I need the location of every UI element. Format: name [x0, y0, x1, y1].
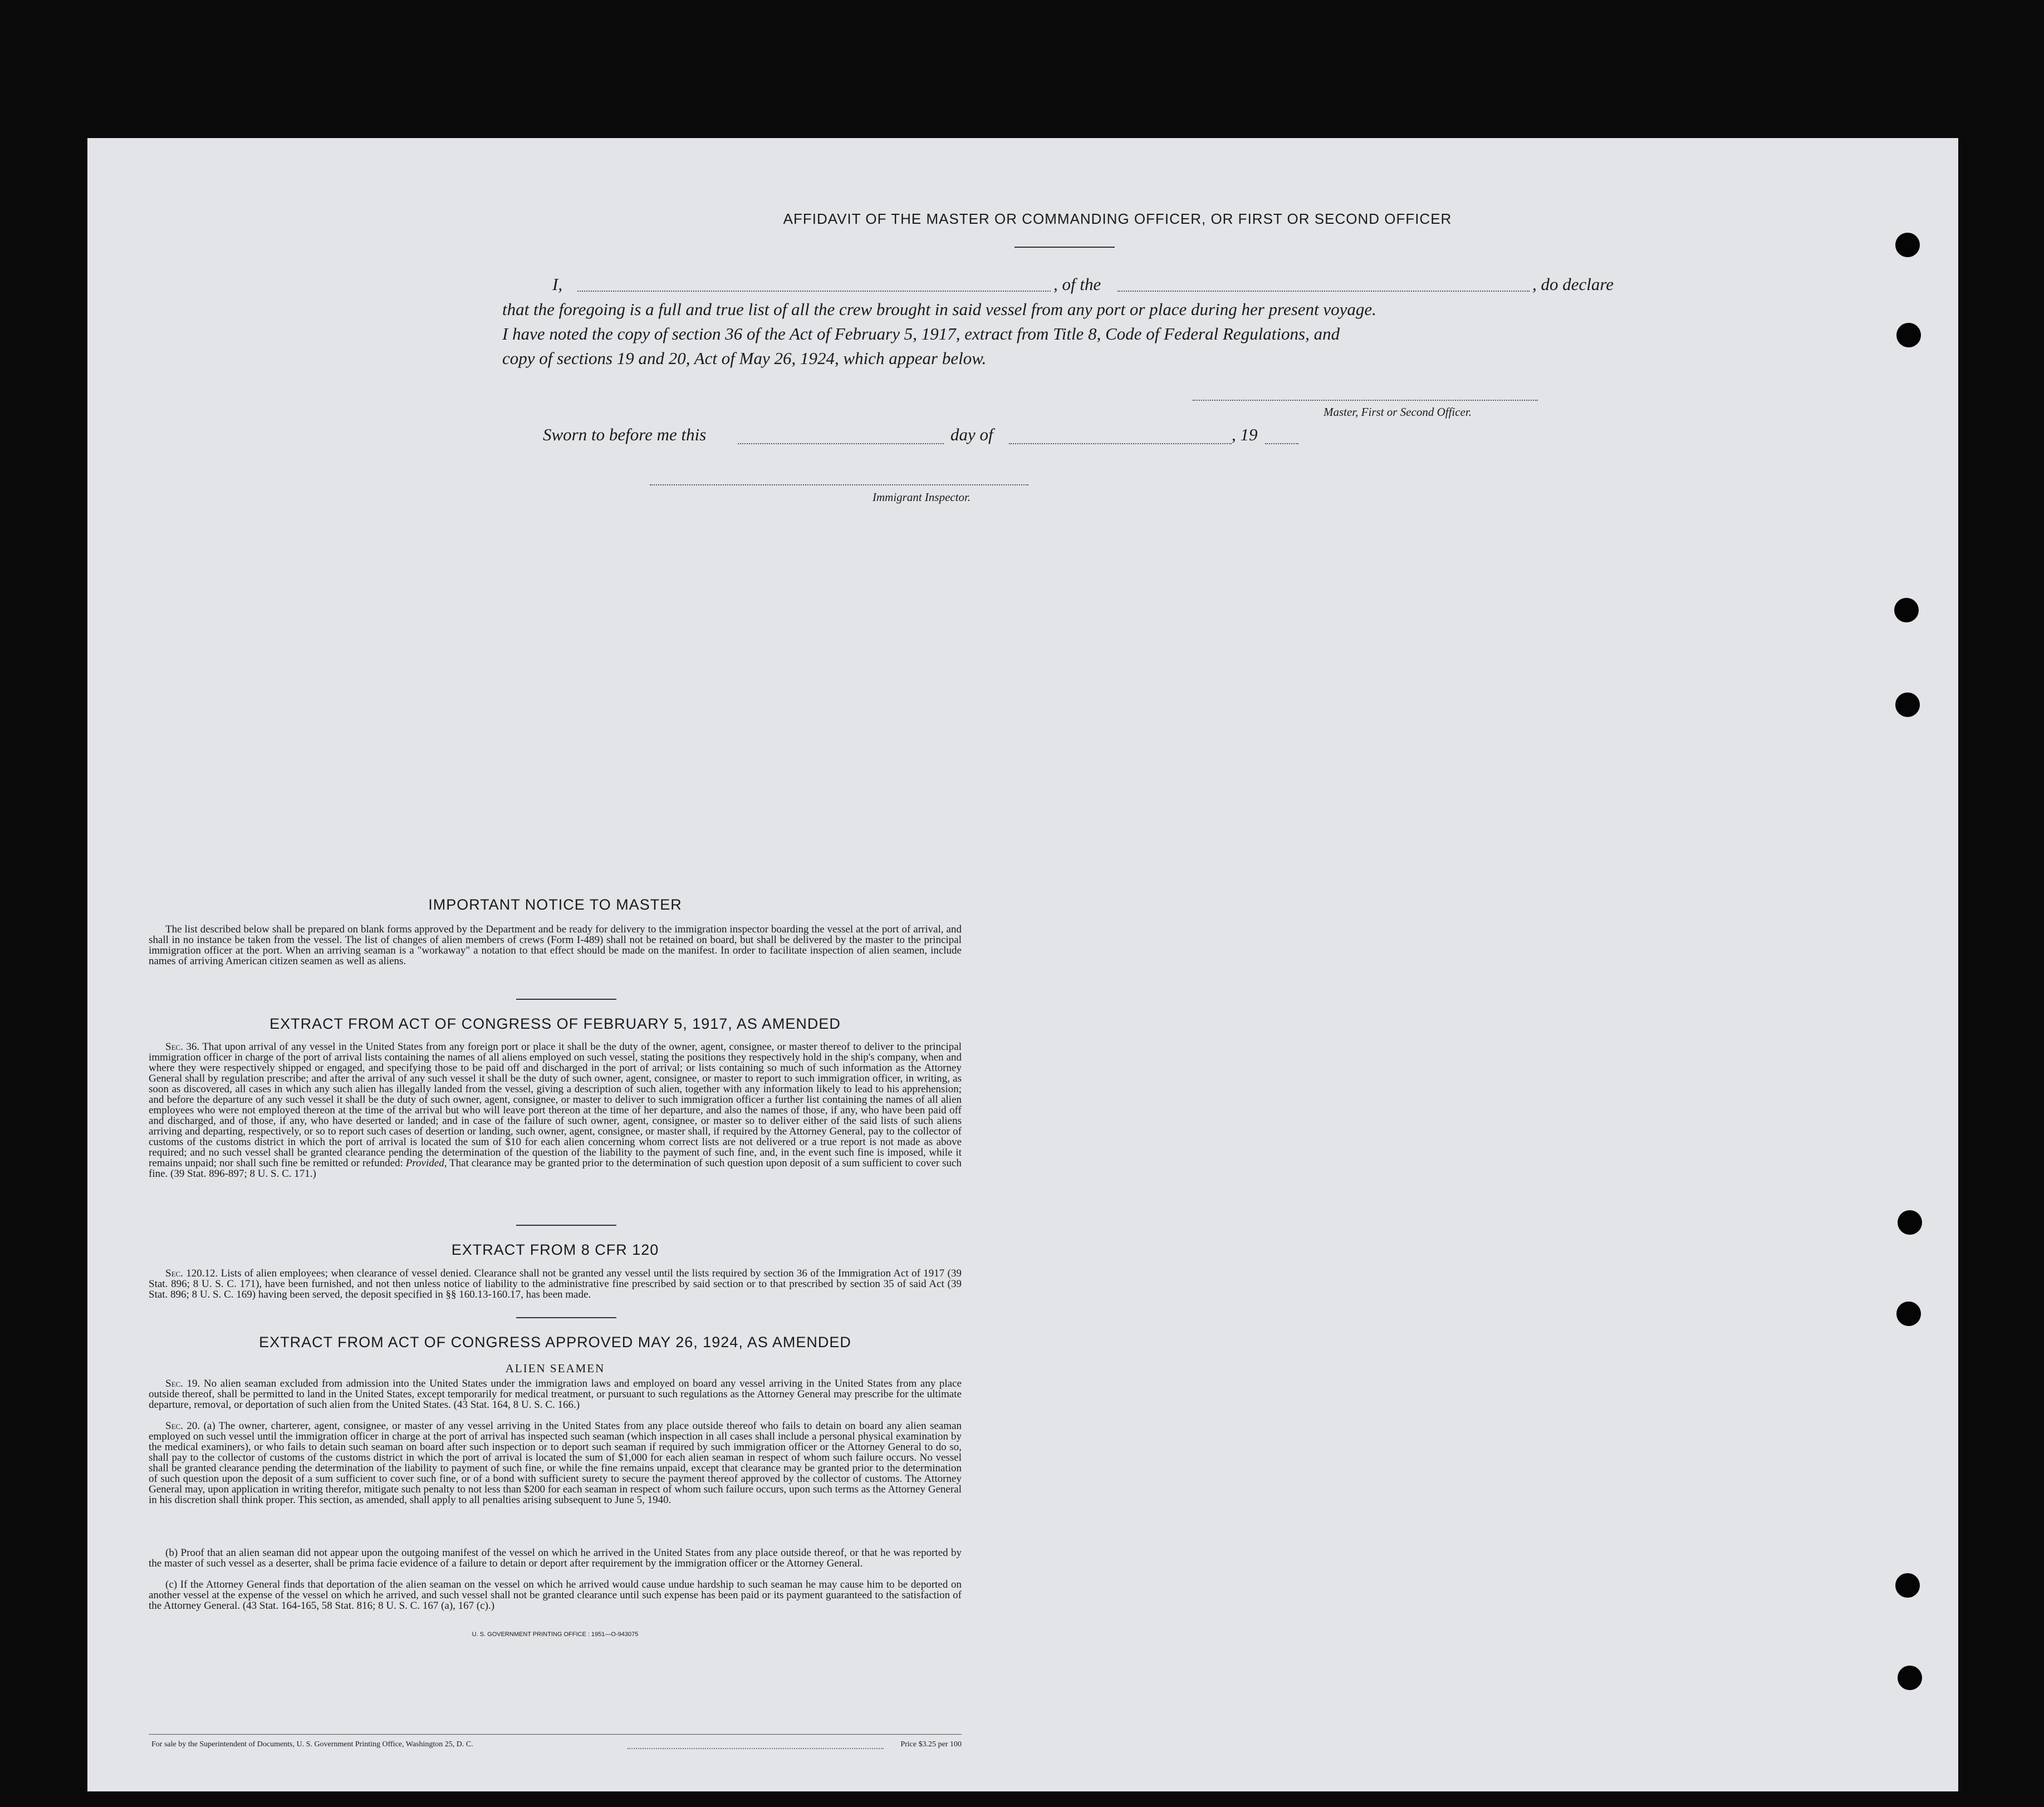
- sec-19-text: [149, 1378, 962, 1410]
- provided-word: Provided,: [405, 1157, 447, 1169]
- extract-1917-title: EXTRACT FROM ACT OF CONGRESS OF FEBRUARY 5, 1917, AS AMENDED: [269, 1015, 841, 1032]
- affidavit-i: I,: [552, 274, 563, 294]
- affidavit-line-4: copy of sections 19 and 20, Act of May 26, 1924, which appear below.: [502, 348, 987, 368]
- extract-cfr-rule: [516, 1317, 616, 1318]
- footer-left: For sale by the Superintendent of Documents, U. S. Government Printing Office, Washington 25, D. C.: [151, 1740, 473, 1749]
- sworn-day-blank[interactable]: [738, 443, 944, 444]
- sec-20a-body: (a) The owner, charterer, agent, consignee, or master of any vessel arriving in the United States from any place outside thereof who fails to detain on board any alien seaman employed on such vessel until the immigration officer in charge at the port of arrival has inspected such seaman (which inspection in all cases shall include a personal physical examination by the medical examiners), or who fails to detain such seaman on board after such inspection or to deport such seaman if required by such immigration officer or the Attorney General to do so, shall pay to the collector of customs of the customs district in which the port of arrival is located the sum of $1,000 for each alien seaman in respect of whom such failure occurs. No vessel shall be granted clearance pending the determination of the liability to payment of such fine, or while the fine remains unpaid, except that clearance may be granted prior to the determination of such question upon the deposit of a sum sufficient to cover such fine, or of a bond with sufficient surety to secure the payment thereof approved by the collector of customs. The Attorney General may, upon application in writing therefor, mitigate such penalty to not less than $200 for each seaman in respect of whom such failure occurs, upon such terms as the Attorney General in his discretion shall think proper. This section, as amended, shall apply to all penalties arising subsequent to June 5, 1940.: [149, 1420, 962, 1506]
- sec-36-body: That upon arrival of any vessel in the United States from any foreign port or place it shall be the duty of the owner, agent, consignee, or master thereof to deliver to the principal immigration officer in charge of the port of arrival lists containing the names of all aliens employed on such vessel, stating the positions they respectively hold in the ship's company, when and where they were respectively shipped or engaged, and specifying those to be paid off and discharged in the port of arrival; or lists containing so much of such information as the Attorney General shall by regulation prescribe; and after the arrival of any such vessel it shall be the duty of such owner, agent, consignee, or master to report to such immigration officer, in writing, as soon as discovered, all cases in which any such alien has illegally landed from the vessel, giving a description of such alien, together with any information likely to lead to his apprehension; and before the departure of any such vessel it shall be the duty of such owner, agent, consignee, or master to deliver to such immigration officer a further list containing the names of all alien employees who were not employed thereon at the time of the arrival but who will leave port thereon at the time of her departure, and also the names of those, if any, who have been paid off and discharged, and of those, if any, who have deserted or landed; and in case of the failure of such owner, agent, consignee, or master so to deliver either of the said lists of such aliens arriving and departing, respectively, or so to report such cases of desertion or landing, such owner, agent, consignee, or master shall, if required by the Attorney General, pay to the collector of customs of the customs district in which the port of arrival is located the sum of $10 for each alien concerning whom correct lists are not delivered or a true report is not made as above required; and no such vessel shall be granted clearance pending the determination of the question of the liability to the payment of such fine, and, in the event such fine is imposed, while it remains unpaid; nor shall such fine be remitted or refunded:: [149, 1041, 962, 1169]
- sec-20b-text: (b) Proof that an alien seaman did not appear upon the outgoing manifest of the vessel on which he arrived in the United States from any place outside thereof, or that he was reported by the master of such vessel as a deserter, shall be prima facie evidence of a failure to detain or deport after requirement by the immigration officer or the Attorney General.: [149, 1547, 962, 1569]
- sworn-label: Sworn to before me this: [543, 425, 707, 444]
- year-label: , 19: [1232, 425, 1258, 444]
- sec-20c-text: (c) If the Attorney General finds that deportation of the alien seaman on the vessel on which he arrived would cause undue hardship to such seaman he may cause him to be deported on another vessel at the expense of the vessel on which he arrived, and such vessel shall not be granted clearance until such expense has been paid or its payment guaranteed to the satisfaction of the Attorney General. (43 Stat. 164-165, 58 Stat. 816; 8 U. S. C. 167 (a), 167 (c).): [149, 1579, 962, 1612]
- sec-20a-text: [149, 1421, 962, 1505]
- name-blank[interactable]: [577, 291, 1051, 292]
- footer-right: Price $3.25 per 100: [900, 1740, 962, 1749]
- sec-20-label: Sec. 20.: [165, 1420, 200, 1432]
- sec-120-body: Lists of alien employees; when clearance of vessel denied. Clearance shall not be granted any vessel until the lists required by section 36 of the Immigration Act of 1917 (39 Stat. 896; 8 U. S. C. 171), have been furnished, and not then unless notice of liability to the administrative fine prescribed by said section or to that prescribed by section 35 of said Act (39 Stat. 896; 8 U. S. C. 169) having been served, the deposit specified in §§ 160.13-160.17, has been made.: [149, 1268, 962, 1300]
- extract-cfr-text: [149, 1268, 962, 1300]
- affidavit-of-the: , of the: [1053, 274, 1101, 294]
- affidavit-do-declare: , do declare: [1532, 274, 1614, 294]
- affidavit-line-3: I have noted the copy of section 36 of the Act of February 5, 1917, extract from Title 8, Code of Federal Regulations, and: [502, 324, 1340, 343]
- master-signature-caption: Master, First or Second Officer.: [1324, 405, 1472, 419]
- inspector-caption: Immigrant Inspector.: [873, 490, 971, 504]
- affidavit-title: AFFIDAVIT OF THE MASTER OR COMMANDING OFFICER, OR FIRST OR SECOND OFFICER: [783, 210, 1452, 227]
- extract-1917-rule: [516, 1225, 616, 1226]
- day-of-label: day of: [950, 425, 993, 444]
- alien-seamen-subtitle: ALIEN SEAMEN: [505, 1362, 605, 1375]
- notice-text: The list described below shall be prepared on blank forms approved by the Department and be ready for delivery to the immigration inspector boarding the vessel at the port of arrival, and shall in no instance be taken from the vessel. The list of changes of alien members of crews (Form I-489) shall not be retained on board, but shall be delivered by the master to the principal immigration officer at the port. When an arriving seaman is a "workaway" a notation to that effect should be made on the manifest. In order to facilitate inspection of alien seamen, include names of arriving American citizen seamen as well as aliens.: [149, 924, 962, 967]
- notice-title: IMPORTANT NOTICE TO MASTER: [428, 896, 682, 913]
- sec-19-body: No alien seaman excluded from admission into the United States under the immigration laws and employed on board any vessel arriving in the United States from any place outside thereof, shall be permitted to land in the United States, except temporarily for medical treatment, or pursuant to such regulations as the Attorney General may prescribe for the ultimate departure, removal, or deportation of such alien from the United States. (43 Stat. 164, 8 U. S. C. 166.): [149, 1378, 962, 1411]
- punch-hole: [1895, 1573, 1920, 1598]
- extract-1917-text: [149, 1042, 962, 1179]
- extract-cfr-title: EXTRACT FROM 8 CFR 120: [451, 1241, 659, 1258]
- sworn-month-blank[interactable]: [1009, 443, 1232, 444]
- printer-imprint: U. S. GOVERNMENT PRINTING OFFICE : 1951—O-943075: [472, 1631, 639, 1638]
- punch-hole: [1898, 1210, 1922, 1235]
- inspector-signature-line[interactable]: [650, 484, 1028, 485]
- punch-hole: [1894, 598, 1919, 622]
- footer-rule: [149, 1734, 962, 1735]
- vessel-blank[interactable]: [1117, 291, 1530, 292]
- punch-hole: [1896, 1302, 1921, 1326]
- punch-hole: [1896, 323, 1921, 347]
- notice-rule: [516, 999, 616, 1000]
- sec-36-label: Sec. 36.: [165, 1041, 200, 1053]
- affidavit-line-2: that the foregoing is a full and true list of all the crew brought in said vessel from any port or place during her present voyage.: [502, 299, 1376, 319]
- punch-hole: [1895, 693, 1920, 717]
- sec-120-label: Sec. 120.12.: [165, 1268, 218, 1279]
- extract-1924-title: EXTRACT FROM ACT OF CONGRESS APPROVED MAY 26, 1924, AS AMENDED: [259, 1334, 851, 1351]
- master-signature-line[interactable]: [1193, 400, 1538, 401]
- form-page: [87, 138, 1958, 1791]
- footer-leader: [628, 1748, 884, 1749]
- sec-19-label: Sec. 19.: [165, 1378, 200, 1389]
- punch-hole: [1898, 1666, 1922, 1690]
- sworn-year-blank[interactable]: [1265, 443, 1298, 444]
- punch-hole: [1895, 233, 1920, 257]
- title-rule: [1014, 247, 1115, 248]
- sec-36-end: That clearance may be granted prior to the determination of such question upon deposit of a sum sufficient to cover such fine. (39 Stat. 896-897; 8 U. S. C. 171.): [149, 1157, 962, 1180]
